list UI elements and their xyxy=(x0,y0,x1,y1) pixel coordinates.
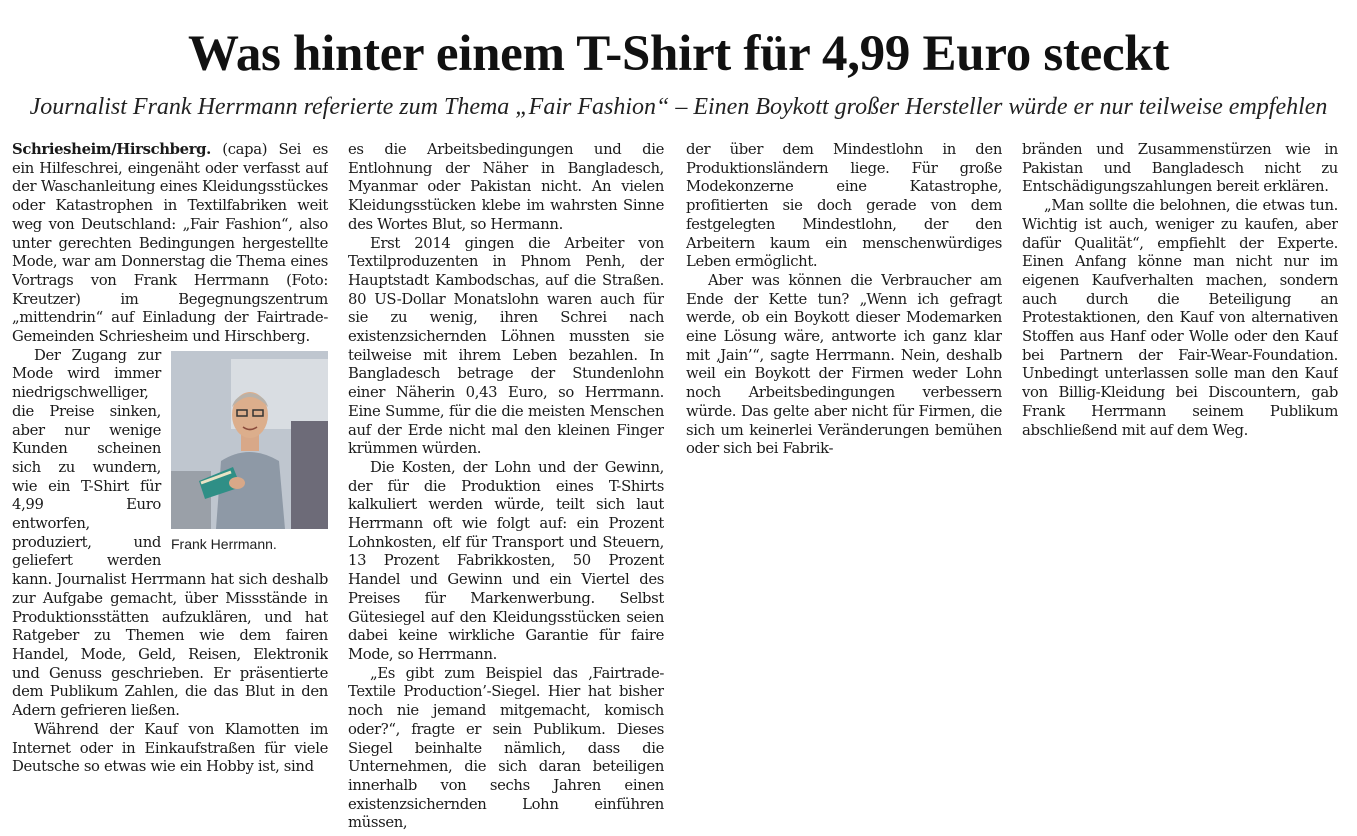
paragraph: der über dem Mindestlohn in den Produktionsländern liege. Für große Modekonzerne eine Katastrophe, profitierten sie doch gerade von dem festgelegten Mindestlohn, der den Arbeitern kaum ein menschenwürdiges Leben ermöglicht. xyxy=(686,141,1002,271)
author-photo xyxy=(171,351,328,529)
paragraph: Der Zugang zur Mode wird immer niedrigschwelliger, die Preise sinken, aber nur wenige Kunden scheinen sich zu wundern, wie ein T-Shirt für 4,99 Euro entworfen, produziert, und geliefert werden kann. Journalist Herrmann hat sich deshalb zur Aufgabe gemacht, über Missstände in Produktionsstätten aufzuklären, und hat Ratgeber zu Themen wie dem fairen Handel, Mode, Geld, Reisen, Elektronik und Genuss geschrieben. Er präsentierte dem Publikum Zahlen, die das Blut in den Adern gefrieren ließen. xyxy=(12,346,328,720)
article-column-2 xyxy=(348,141,664,831)
article-headline: Was hinter einem T-Shirt für 4,99 Euro steckt xyxy=(187,26,1170,82)
article-subheadline: Journalist Frank Herrmann referierte zum Thema „Fair Fashion“ – Einen Boykott großer Hersteller würde er nur teilweise empfehlen xyxy=(29,94,1328,120)
paragraph: „Man sollte die belohnen, die etwas tun. Wichtig ist auch, weniger zu kaufen, aber dafür Qualität“, empfiehlt der Experte. Einen Anfang könne man nicht nur im eigenen Kaufverhalten machen, sondern auch durch die Beteiligung an Protestaktionen, den Kauf von alternativen Stoffen aus Hanf oder Wolle oder den Kauf bei Partnern der Fair-Wear-Foundation. Unbedingt unterlassen solle man den Kauf von Billig-Kleidung bei Discountern, gab Frank Herrmann seinem Publikum abschließend mit auf dem Weg. xyxy=(1022,197,1338,439)
paragraph: Aber was können die Verbraucher am Ende der Kette tun? „Wenn ich gefragt werde, ob ein Boykott dieser Modemarken eine Lösung wäre, antworte ich ganz klar mit ‚Jain’“, sagte Herrmann. Nein, deshalb weil ein Boykott der Firmen weder Lohn noch Arbeitsbedingungen verbessern würde. Das gelte aber nicht für Firmen, die sich um keinerlei Veränderungen bemühen oder sich bei Fabrik- xyxy=(686,271,1002,458)
paragraph: Erst 2014 gingen die Arbeiter von Textilproduzenten in Phnom Penh, der Hauptstadt Kambodschas, auf die Straßen. 80 US-Dollar Monatslohn waren auch für sie zu wenig, ihren Schrei nach existenzsichernden Löhnen mussten sie teilweise mit ihrem Leben bezahlen. In Bangladesch betrage der Stundenlohn einer Näherin 0,43 Euro, so Herrmann. Eine Summe, für die die meisten Menschen auf der Erde nicht mal den kleinen Finger krümmen würden. xyxy=(348,234,664,458)
paragraph: Während der Kauf von Klamotten im Internet oder in Einkaufstraßen für viele Deutsche so etwas wie ein Hobby ist, sind xyxy=(12,720,328,776)
paragraph: es die Arbeitsbedingungen und die Entlohnung der Näher in Bangladesch, Myanmar oder Pakistan nicht. An vielen Kleidungsstücken klebe im wahrsten Sinne des Wortes Blut, so Hermann. xyxy=(348,141,664,233)
photo-caption: Frank Herrmann. xyxy=(171,535,277,552)
paragraph: Die Kosten, der Lohn und der Gewinn, der für die Produktion eines T-Shirts kalkuliert werden würde, teilt sich laut Herrmann oft wie folgt auf: ein Prozent Lohnkosten, elf für Transport und Steuern, 13 Prozent Fabrikkosten, 50 Prozent Handel und Gewinn und ein Viertel des Preises für Markenwerbung. Selbst Gütesiegel auf den Kleidungsstücken seien dabei keine wirkliche Garantie für faire Mode, so Herrmann. xyxy=(348,458,664,663)
paragraph: bränden und Zusammenstürzen wie in Pakistan und Bangladesch nicht zu Entschädigungszahlungen bereit erklären. xyxy=(1022,141,1338,196)
portrait-illustration xyxy=(171,351,328,529)
author-photo-figure xyxy=(171,351,328,553)
article-column-4 xyxy=(1022,141,1338,831)
paragraph: „Es gibt zum Beispiel das ‚Fairtrade-Textile Production’-Siegel. Hier hat bisher noch nie jemand mitgemacht, komisch oder?“, fragte er sein Publikum. Dieses Siegel beinhalte nämlich, dass die Unternehmen, die sich daran beteiligen innerhalb von sechs Jahren einen existenzsichernden Lohn einführen müssen, xyxy=(348,664,664,831)
paragraph xyxy=(12,141,328,347)
dateline: Schriesheim/Hirschberg. xyxy=(12,141,211,158)
article-column-3 xyxy=(686,141,1002,831)
paragraph-text: (capa) Sei es ein Hilfeschrei, eingenäht oder verfasst auf der Waschanleitung eines Kleidungsstückes oder Katastrophen in Textilfabriken weit weg von Deutschland: „Fair Fashion“, also unter gerechten Bedingungen hergestellte Mode, war am Donnerstag die Thema eines Vortrags von Frank Herrmann (Foto: Kreutzer) im Begegnungszentrum „mittendrin“ auf Einladung der Fairtrade-Gemeinden Schriesheim und Hirschberg. xyxy=(12,141,328,346)
article-column-1 xyxy=(12,141,328,831)
